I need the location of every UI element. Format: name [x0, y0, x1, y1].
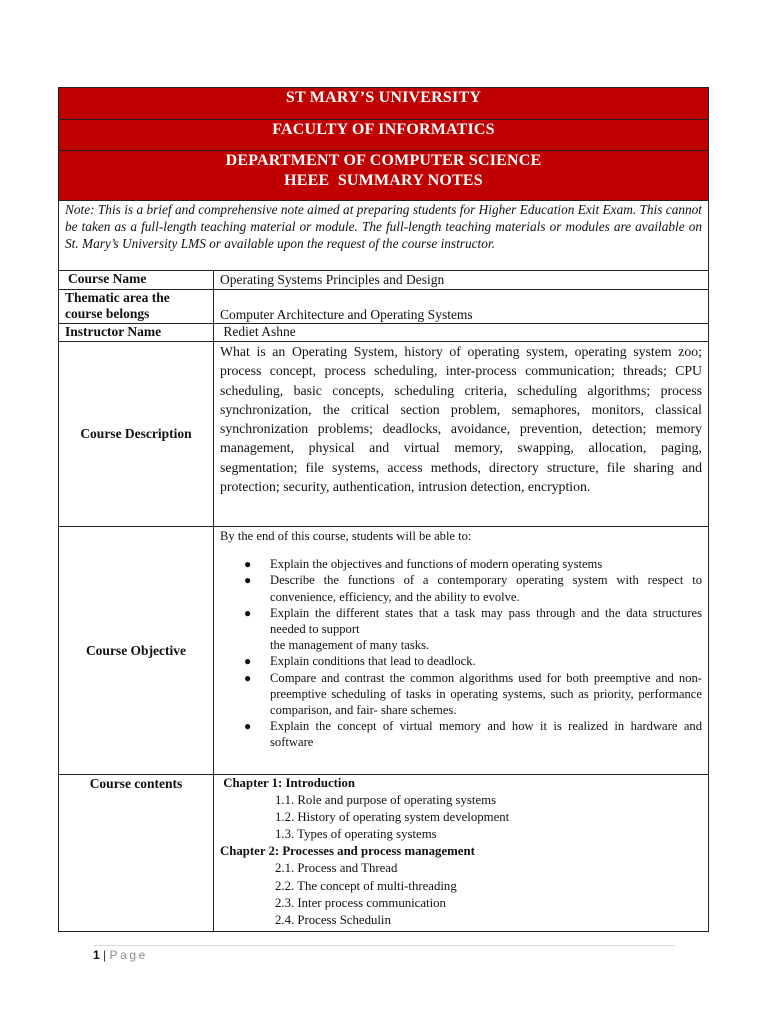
- objective-list: [220, 556, 702, 750]
- faculty-title: FACULTY OF INFORMATICS: [59, 120, 709, 151]
- notes-title: HEEE SUMMARY NOTES: [284, 172, 483, 189]
- bullet-icon: ●: [244, 719, 252, 734]
- objective-item: ● Describe the functions of a contemporary operating system with respect to convenience, efficiency, and the ability to evolve.: [244, 573, 702, 604]
- note-row: [59, 201, 709, 271]
- course-summary-table: [58, 87, 709, 932]
- course-name-row: [59, 271, 709, 290]
- bullet-icon: ●: [244, 605, 252, 620]
- department-title: DEPARTMENT OF COMPUTER SCIENCE: [225, 152, 542, 169]
- university-title: ST MARY’S UNIVERSITY: [59, 88, 709, 120]
- page-label: Page: [109, 948, 148, 962]
- contents-cell: [214, 775, 709, 932]
- contents-row: [59, 775, 709, 932]
- objective-label: Course Objective: [59, 527, 214, 775]
- footer-divider: [93, 945, 675, 946]
- disclaimer-note: Note: This is a brief and comprehensive note aimed at preparing students for Higher Education Exit Exam. This cannot be taken as a full-length teaching material or module. The full-length teaching materials or modules are available on St. Mary’s University LMS or available upon the request of the course instructor.: [59, 201, 709, 271]
- list-item: 1.2. History of operating system development: [275, 810, 510, 825]
- list-item: 2.3. Inter process communication: [275, 895, 446, 910]
- chapter-1-title: Chapter 1: Introduction: [220, 776, 355, 790]
- footer-separator: |: [99, 948, 110, 962]
- page-number: 1: [93, 948, 100, 962]
- course-name-label: Course Name: [59, 271, 214, 290]
- list-item: 2.1. Process and Thread: [275, 861, 398, 876]
- chapter-2-title: Chapter 2: Processes and process management: [220, 844, 475, 859]
- university-banner: [59, 88, 709, 120]
- list-item: 1.3. Types of operating systems: [275, 827, 437, 842]
- objective-item: ● Explain the concept of virtual memory and how it is realized in hardware and software: [244, 719, 702, 750]
- list-item: 2.2. The concept of multi-threading: [275, 878, 457, 893]
- objective-item: ● Explain conditions that lead to deadlock.: [244, 654, 476, 669]
- thematic-label-line2: course belongs: [65, 306, 150, 321]
- thematic-row: [59, 290, 709, 324]
- bullet-icon: ●: [244, 670, 252, 685]
- objective-item-continuation: the management of many tasks.: [270, 638, 430, 653]
- course-name-value: Operating Systems Principles and Design: [214, 271, 709, 290]
- department-banner: [59, 151, 709, 201]
- objective-cell: [214, 527, 709, 775]
- objective-item: ● Explain the different states that a task may pass through and the data structures needed to support the management of many tasks.: [244, 605, 702, 653]
- objective-item: ● Explain the objectives and functions of modern operating systems: [244, 557, 603, 572]
- description-row: [59, 342, 709, 527]
- objective-intro: By the end of this course, students will be able to:: [220, 529, 472, 543]
- bullet-icon: ●: [244, 573, 252, 588]
- bullet-icon: ●: [244, 557, 252, 572]
- thematic-label-line1: Thematic area the: [65, 290, 170, 305]
- objective-row: [59, 527, 709, 775]
- instructor-value: Rediet Ashne: [214, 324, 709, 342]
- list-item: 2.4. Process Schedulin: [275, 912, 391, 927]
- description-label: Course Description: [59, 342, 214, 527]
- page-footer: [93, 948, 148, 962]
- instructor-row: [59, 324, 709, 342]
- bullet-icon: ●: [244, 654, 252, 669]
- objective-item: ● Compare and contrast the common algorithms used for both preemptive and non-preemptive scheduling of tasks in operating systems, such as priority, performance comparison, and fair- share schemes.: [244, 670, 702, 718]
- description-value: What is an Operating System, history of operating system, operating system zoo; process concept, process scheduling, inter-process communication; threads; CPU scheduling, basic concepts, scheduling criteria, scheduling algorithms; process synchronization, the critical section problem, semaphores, monitors, classical synchronization problems; deadlocks, avoidance, prevention, detection; memory management, physical and virtual memory, swapping, allocation, paging, segmentation; file systems, access methods, directory structure, file sharing and protection; security, authentication, intrusion detection, encryption.: [214, 342, 709, 527]
- document-table-wrapper: [58, 87, 708, 932]
- instructor-label: Instructor Name: [59, 324, 214, 342]
- faculty-banner: [59, 120, 709, 151]
- list-item: 1.1. Role and purpose of operating systems: [275, 793, 497, 808]
- contents-label: Course contents: [59, 775, 214, 932]
- thematic-value: Computer Architecture and Operating Systems: [214, 290, 709, 324]
